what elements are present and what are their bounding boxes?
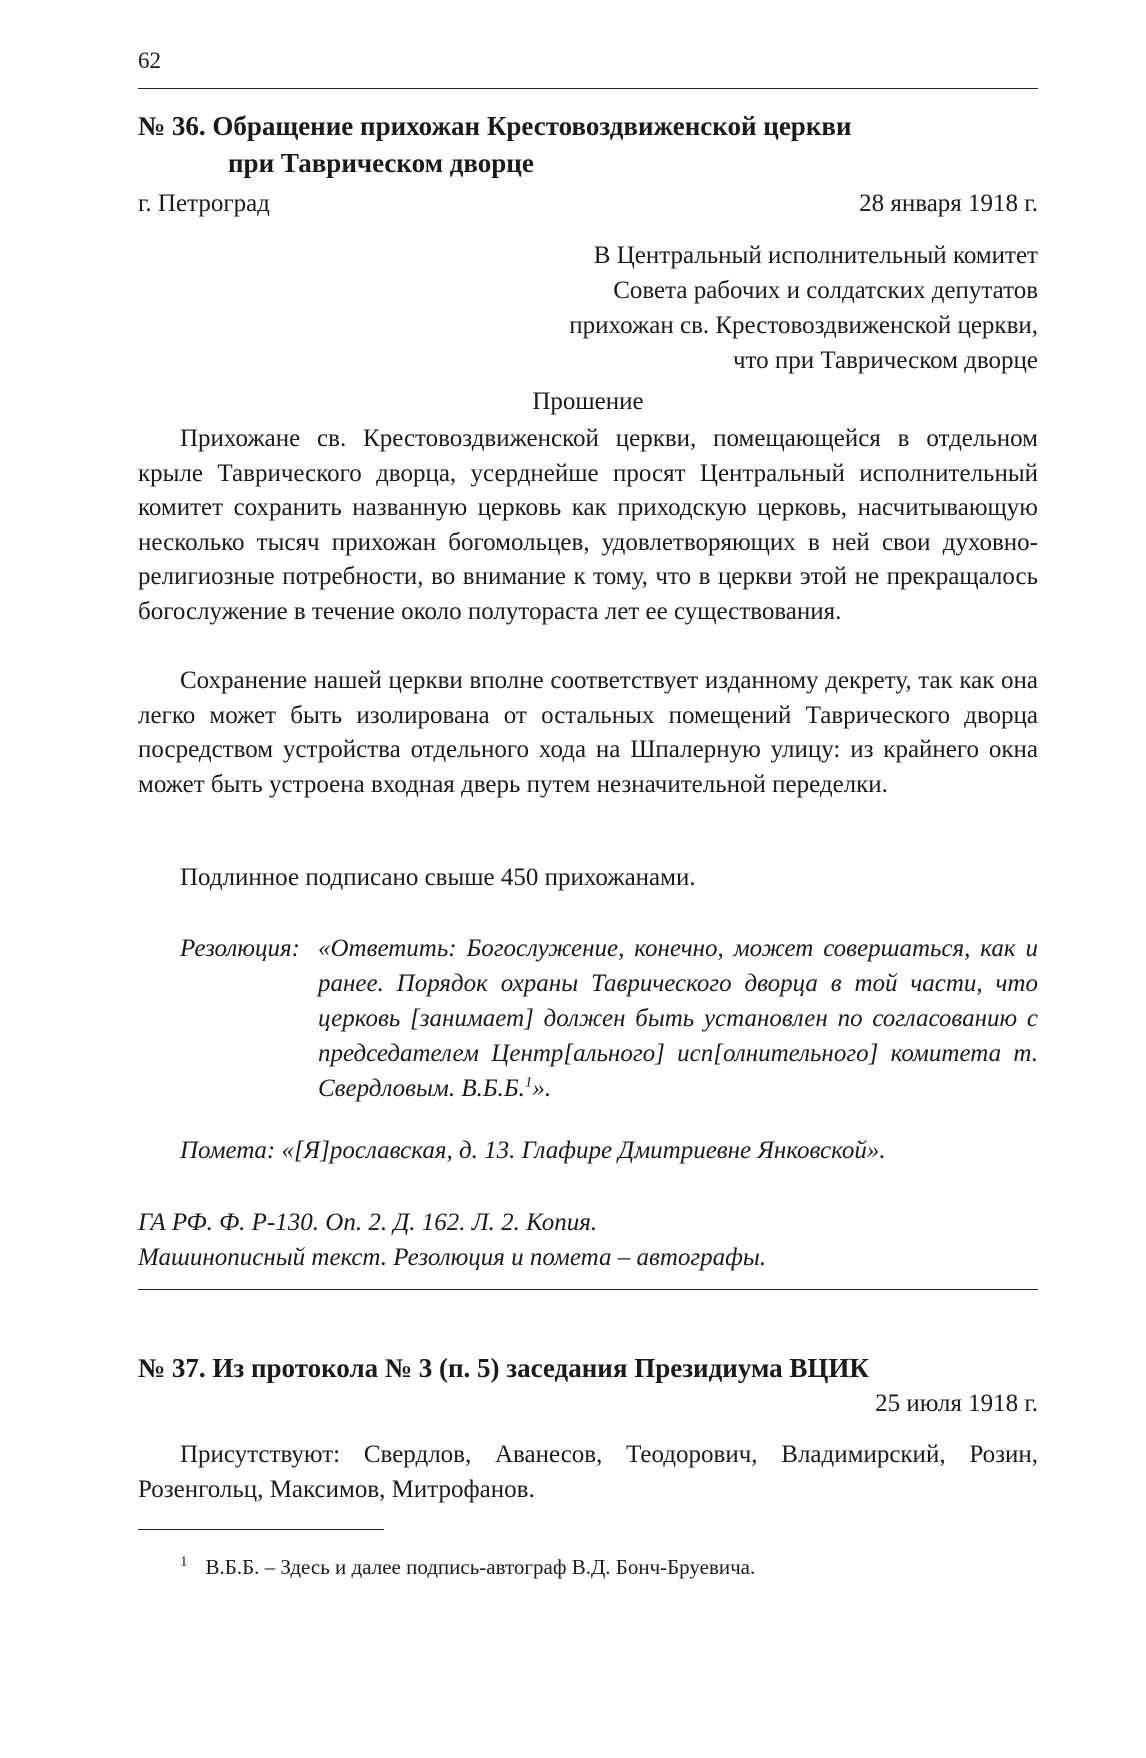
doc37-present: Присутствуют: Свердлов, Аванесов, Теодорович, Владимирский, Розин, Розенгольц, Максимов, Митрофанов. [138,1441,1038,1503]
resolution-body: «Ответить: Богослужение, конечно, может совершаться, как и ранее. Порядок охраны Таврического дворца в той части, что церковь [занимает] должен быть установлен по согласованию с председателем Центр[ального] исп[олнительного] комитета т. Свердловым. В.Б.Б. [318,935,1038,1102]
resolution-text [318,931,1038,1106]
footnote-text: В.Б.Б. – Здесь и далее подпись-автограф В.Д. Бонч-Бруевича. [205,1555,756,1579]
doc37-title: № 37. Из протокола № 3 (п. 5) заседания Президиума ВЦИК [138,1353,870,1383]
source-line: Машинописный текст. Резолюция и помета – автографы. [138,1244,767,1271]
doc36-resolution [180,931,1038,1106]
doc36-date: 28 января 1918 г. [859,190,1038,217]
doc36-source [138,1205,1038,1275]
source-line: ГА РФ. Ф. Р-130. Оп. 2. Д. 162. Л. 2. Копия. [138,1209,598,1236]
addressee-line: Совета рабочих и солдатских депутатов [613,277,1038,304]
doc36-addressee [569,238,1038,378]
doc36-heading: Прошение [532,388,644,415]
doc36-mark: Пометa: «[Я]рославская, д. 13. Глафире Дмитриевне Янковской». [180,1137,886,1164]
resolution-end: ». [532,1075,552,1102]
footnote-mark: 1 [180,1554,188,1570]
footnote [180,1555,755,1580]
page-number: 62 [138,48,161,73]
doc36-title-line1: № 36. Обращение прихожан Крестовоздвиженской церкви [138,111,852,141]
footnote-ref[interactable]: 1 [524,1074,533,1091]
addressee-line: В Центральный исполнительный комитет [593,242,1038,269]
header-rule [138,88,1038,89]
doc36-body-paragraph-2 [138,664,1038,802]
doc36-place: г. Петроград [138,190,270,217]
doc36-title-line2: при Таврическом дворце [228,148,534,178]
doc36-title [138,108,1038,182]
section-divider [138,1289,1038,1290]
doc37-date: 25 июля 1918 г. [875,1390,1038,1417]
addressee-line: что при Таврическом дворце [732,347,1038,374]
resolution-label: Резолюция: [180,935,300,962]
paragraph-text: Сохранение нашей церкви вполне соответствует изданному декрету, так как она легко может быть изолирована от остальных помещений Таврического дворца посредством устройства отдельного хода на Шпалерную улицу: из крайнего окна может быть устроена входная дверь путем незначительной переделки. [138,667,1038,798]
doc36-signed-note: Подлинное подписано свыше 450 прихожанами. [180,864,696,891]
paragraph-text: Прихожане св. Крестовоздвиженской церкви, помещающейся в отдельном крыле Таврического дворца, усерднейше просят Центральный исполнительный комитет сохранить названную церковь как приходскую церковь, насчитывающую несколько тысяч прихожан богомольцев, удовлетворяющих в ней свои духовно-религиозные потребности, во внимание к тому, что в церкви этой не прекращалось богослужение в течение около полутораста лет ее существования. [138,425,1038,625]
doc36-body-paragraph-1 [138,422,1038,629]
addressee-line: прихожан св. Крестовоздвиженской церкви, [569,312,1038,339]
footnote-rule [138,1529,384,1530]
